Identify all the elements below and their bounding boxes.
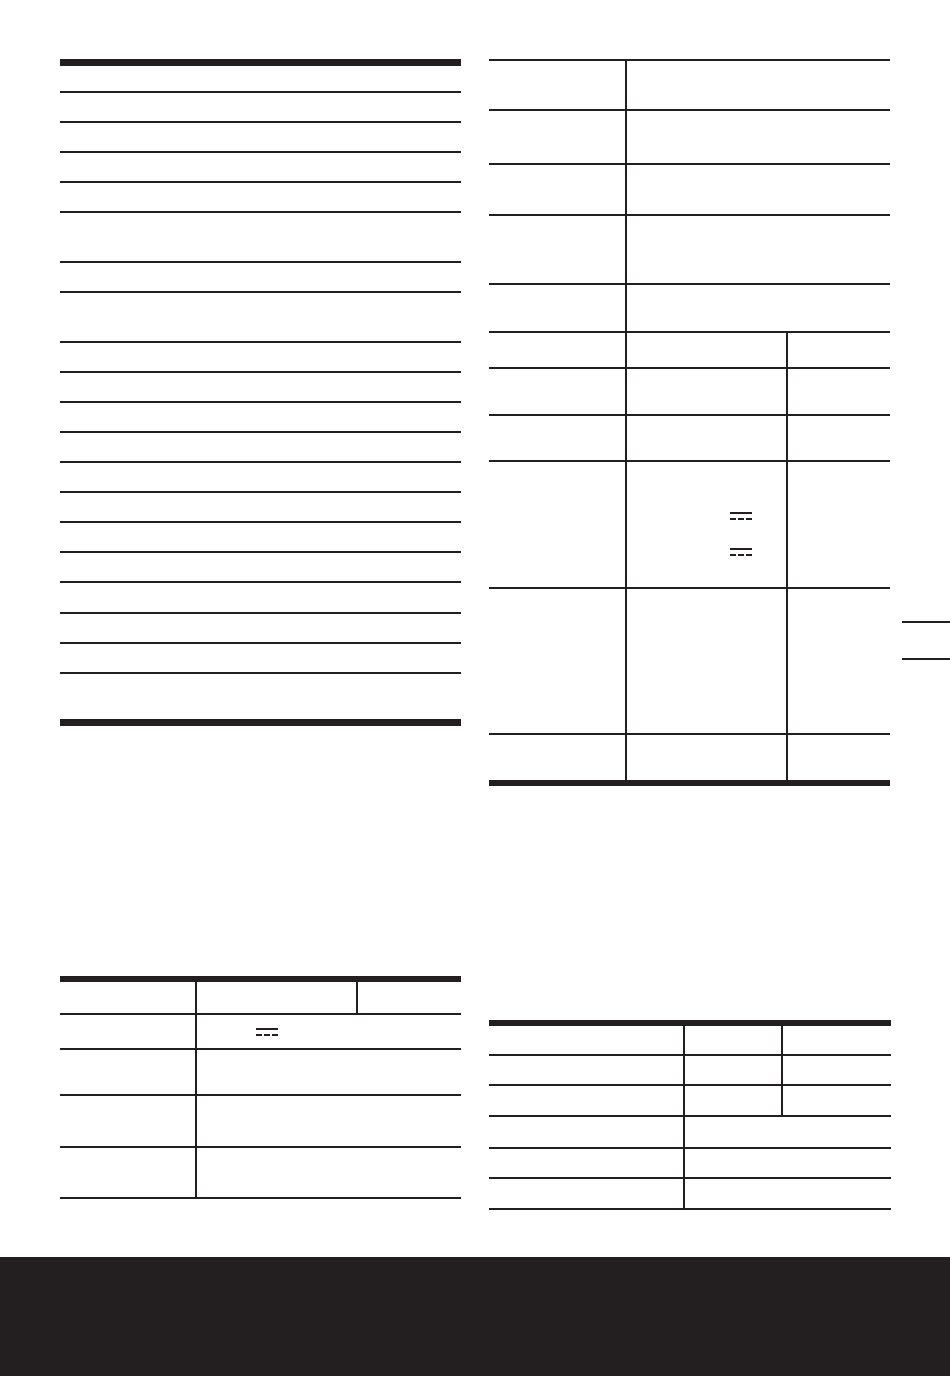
table-row-divider xyxy=(60,1094,461,1096)
table-row-divider xyxy=(60,1013,461,1015)
table-row-divider xyxy=(60,431,461,433)
table-row-divider xyxy=(489,1054,891,1056)
table-row-divider xyxy=(60,491,461,493)
table-row-divider xyxy=(60,551,461,553)
table-row-divider xyxy=(489,367,890,369)
table-row-divider xyxy=(489,283,890,285)
table-row-divider xyxy=(489,109,890,111)
table-row-divider xyxy=(489,1115,891,1117)
table-row-divider xyxy=(60,1146,461,1148)
table-row-divider xyxy=(489,331,890,333)
table-row-divider xyxy=(489,163,890,165)
table-row-divider xyxy=(60,181,461,183)
table-row-divider xyxy=(60,581,461,583)
table-row-divider xyxy=(60,121,461,123)
table-row-divider xyxy=(60,151,461,153)
table-row-divider xyxy=(489,1147,891,1149)
table-row-divider xyxy=(489,460,890,462)
table-row-divider xyxy=(60,291,461,293)
table-top-rule xyxy=(489,59,890,61)
direct-current-symbol-icon xyxy=(730,548,752,559)
table-top-rule xyxy=(60,59,461,66)
table-row-divider xyxy=(60,642,461,644)
table-row-divider xyxy=(489,1084,891,1086)
table-row-divider xyxy=(60,91,461,93)
table-row-divider xyxy=(60,211,461,213)
table-row-divider xyxy=(60,672,461,674)
table-row-divider xyxy=(60,461,461,463)
direct-current-symbol-icon xyxy=(256,1028,278,1039)
table-row-divider xyxy=(489,733,890,735)
table-top-rule xyxy=(489,1020,891,1026)
column-divider xyxy=(356,982,358,1014)
table-bottom-rule xyxy=(60,1197,461,1199)
table-row-divider xyxy=(60,401,461,403)
page-footer-band xyxy=(0,1257,950,1376)
table-bottom-rule xyxy=(489,1208,891,1210)
table-top-rule xyxy=(60,976,461,982)
direct-current-symbol-icon xyxy=(730,512,752,523)
page-edge-tab-mark xyxy=(902,658,950,660)
table-row-divider xyxy=(60,371,461,373)
table-row-divider xyxy=(60,1048,461,1050)
table-row-divider xyxy=(60,612,461,614)
table-bottom-rule xyxy=(489,780,890,786)
table-row-divider xyxy=(60,341,461,343)
table-row-divider xyxy=(489,214,890,216)
table-row-divider xyxy=(489,414,890,416)
page-edge-tab-mark xyxy=(902,621,950,623)
table-bottom-rule xyxy=(60,719,461,726)
table-row-divider xyxy=(489,587,890,589)
column-divider xyxy=(625,59,627,781)
table-row-divider xyxy=(60,521,461,523)
column-divider xyxy=(781,1026,783,1116)
table-row-divider xyxy=(60,261,461,263)
table-row-divider xyxy=(489,1177,891,1179)
column-divider xyxy=(786,332,788,781)
